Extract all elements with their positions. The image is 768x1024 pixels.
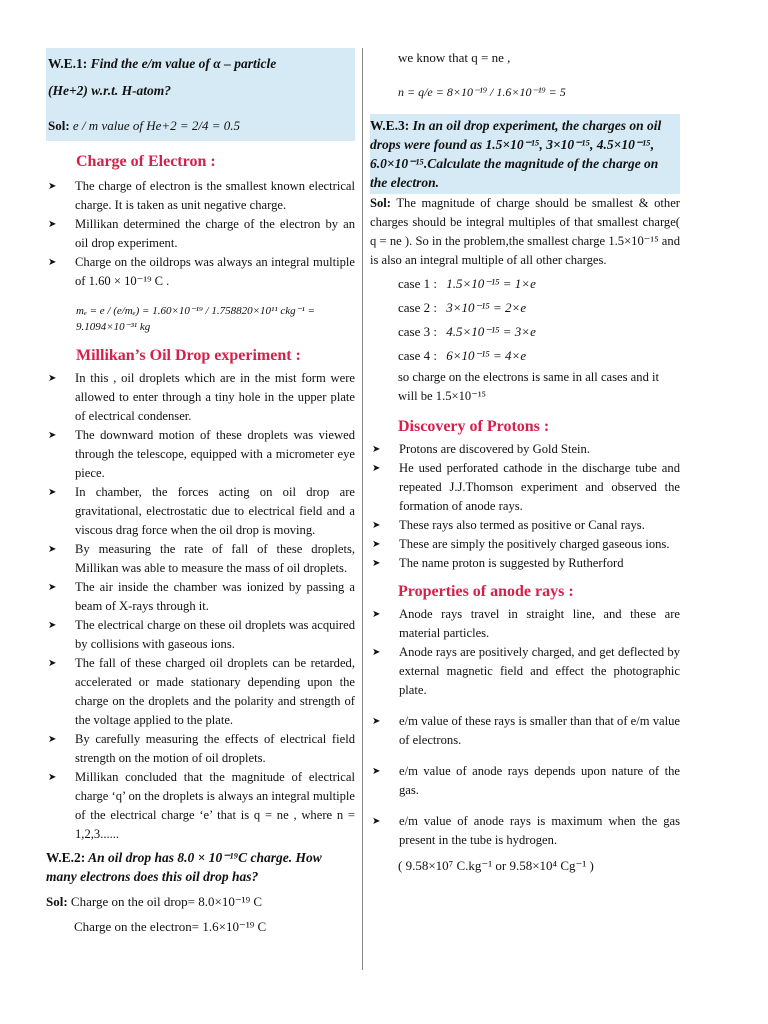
we3-box	[370, 114, 680, 194]
we2-question	[46, 848, 355, 886]
we1-question	[48, 54, 351, 73]
we1-sol-text: e / m value of He+2 = 2/4 = 0.5	[72, 118, 241, 133]
we2-tag: W.E.2:	[46, 850, 86, 865]
protons-item-5: ➤ The name proton is suggested by Rutherford	[370, 554, 680, 573]
mass-formula: mₑ = e / (e/mₑ) = 1.60×10⁻¹⁹ / 1.758820×10¹¹ ckg⁻¹ = 9.1094×10⁻³¹ kg	[76, 305, 315, 333]
protons-list	[370, 440, 680, 573]
charge-item-3: ➤ Charge on the oildrops was always an integral multiple of 1.60 × 10⁻¹⁹ C .	[46, 253, 355, 291]
millikan-heading: Millikan’s Oil Drop experiment :	[76, 347, 301, 364]
we1-question-part1: Find the e/m value of α – particle	[90, 56, 277, 71]
protons-item-2: ➤ He used perforated cathode in the discharge tube and repeated J.J.Thomson experiment and observed the formation of anode rays.	[370, 459, 680, 516]
anode-item-4: ➤ e/m value of anode rays depends upon nature of the gas.	[370, 762, 680, 800]
anode-final-values: ( 9.58×10⁷ C.kg⁻¹ or 9.58×10⁴ Cg⁻¹ )	[398, 858, 594, 873]
we3-sol-label: Sol:	[370, 196, 391, 210]
anode-item-2: ➤ Anode rays are positively charged, and get deflected by external magnetic field and effect the photographic plate.	[370, 643, 680, 700]
case-label: case 3 :	[398, 324, 437, 339]
left-column	[46, 48, 355, 936]
case-label: case 4 :	[398, 348, 437, 363]
case-label: case 2 :	[398, 300, 437, 315]
we3-cases	[370, 274, 680, 366]
charge-list	[46, 177, 355, 291]
we1-question-part2: (He+2) w.r.t. H-atom?	[48, 83, 172, 98]
case-row	[370, 298, 680, 318]
case-expr: 6×10⁻¹⁵ = 4×e	[446, 348, 527, 363]
anode-item-3: ➤ e/m value of these rays is smaller than that of e/m value of electrons.	[370, 712, 680, 750]
protons-heading: Discovery of Protons :	[398, 418, 550, 435]
case-row	[370, 322, 680, 342]
millikan-item-6: ➤ The electrical charge on these oil droplets was acquired by collisions with gaseous ions.	[46, 616, 355, 654]
case-row	[370, 346, 680, 366]
we3-solution	[370, 194, 680, 270]
millikan-item-1: ➤ In this , oil droplets which are in the mist form were allowed to enter through a tiny hole in the upper plate of electrical condenser.	[46, 369, 355, 426]
charge-item-1: ➤ The charge of electron is the smallest known electrical charge. It is taken as unit negative charge.	[46, 177, 355, 215]
we3-sol-text: The magnitude of charge should be smallest & other charges should be integral multiples of that smallest charge( q = ne ). So in the problem,the smallest charge 1.5×10⁻¹⁵ and is also an integral multiple of all other charges.	[370, 196, 680, 267]
right-column	[370, 48, 680, 876]
case-expr: 4.5×10⁻¹⁵ = 3×e	[446, 324, 536, 339]
millikan-item-3: ➤ In chamber, the forces acting on oil drop are gravitational, electrostatic due to electrical field and a viscous drag force when the oil drop is moving.	[46, 483, 355, 540]
we1-solution	[48, 116, 351, 135]
case-label: case 1 :	[398, 276, 437, 291]
millikan-item-8: ➤ By carefully measuring the effects of electrical field strength on the motion of oil droplets.	[46, 730, 355, 768]
anode-item-1: ➤ Anode rays travel in straight line, and these are material particles.	[370, 605, 680, 643]
we3-question	[370, 116, 678, 192]
millikan-item-2: ➤ The downward motion of these droplets was viewed through the telescope, equipped with a micrometer eye piece.	[46, 426, 355, 483]
case-expr: 1.5×10⁻¹⁵ = 1×e	[446, 276, 536, 291]
protons-item-3: ➤ These rays also termed as positive or Canal rays.	[370, 516, 680, 535]
we2-solution	[46, 892, 355, 911]
millikan-list	[46, 369, 355, 844]
anode-list	[370, 605, 680, 850]
charge-item-2: ➤ Millikan determined the charge of the electron by an oil drop experiment.	[46, 215, 355, 253]
case-expr: 3×10⁻¹⁵ = 2×e	[446, 300, 527, 315]
millikan-item-4: ➤ By measuring the rate of fall of these droplets, Millikan was able to measure the mass of oil droplets.	[46, 540, 355, 578]
protons-item-4: ➤ These are simply the positively charged gaseous ions.	[370, 535, 680, 554]
we3-tag: W.E.3:	[370, 118, 410, 133]
protons-item-1: ➤ Protons are discovered by Gold Stein.	[370, 440, 680, 459]
we3-question-text: In an oil drop experiment, the charges on oil drops were found as 1.5×10⁻¹⁵, 3×10⁻¹⁵, 4.5×10⁻¹⁵, 6.0×10⁻¹⁵.Calculate the magnitude of the charge on the electron.	[370, 118, 662, 190]
we2-question-text: An oil drop has 8.0 × 10⁻¹⁹C charge. How many electrons does this oil drop has?	[46, 850, 322, 884]
we1-box	[46, 48, 355, 141]
millikan-item-7: ➤ The fall of these charged oil droplets can be retarded, accelerated or made stationary depending upon the charge on the droplets and the polarity and strength of the voltage applied to the plate.	[46, 654, 355, 730]
we2-line1: Charge on the oil drop= 8.0×10⁻¹⁹ C	[70, 894, 263, 909]
we2-line2: Charge on the electron= 1.6×10⁻¹⁹ C	[74, 919, 267, 934]
we3-conclusion: so charge on the electrons is same in all cases and it will be 1.5×10⁻¹⁵	[398, 370, 660, 403]
millikan-item-9: ➤ Millikan concluded that the magnitude of electrical charge ‘q’ on the droplets is always an integral multiple of the electrical charge ‘e’ that is q = ne , where n = 1,2,3......	[46, 768, 355, 844]
n-formula: n = q/e = 8×10⁻¹⁹ / 1.6×10⁻¹⁹ = 5	[398, 85, 566, 99]
anode-item-5: ➤ e/m value of anode rays is maximum when the gas present in the tube is hydrogen.	[370, 812, 680, 850]
charge-heading: Charge of Electron :	[76, 153, 216, 170]
column-divider	[362, 48, 363, 970]
case-row	[370, 274, 680, 294]
we1-tag: W.E.1:	[48, 56, 88, 71]
we1-sol-label: Sol:	[48, 118, 70, 133]
anode-heading: Properties of anode rays :	[398, 583, 574, 600]
we2-sol-label: Sol:	[46, 894, 68, 909]
we-know-line: we know that q = ne ,	[398, 50, 511, 65]
millikan-item-5: ➤ The air inside the chamber was ionized by passing a beam of X-rays through it.	[46, 578, 355, 616]
